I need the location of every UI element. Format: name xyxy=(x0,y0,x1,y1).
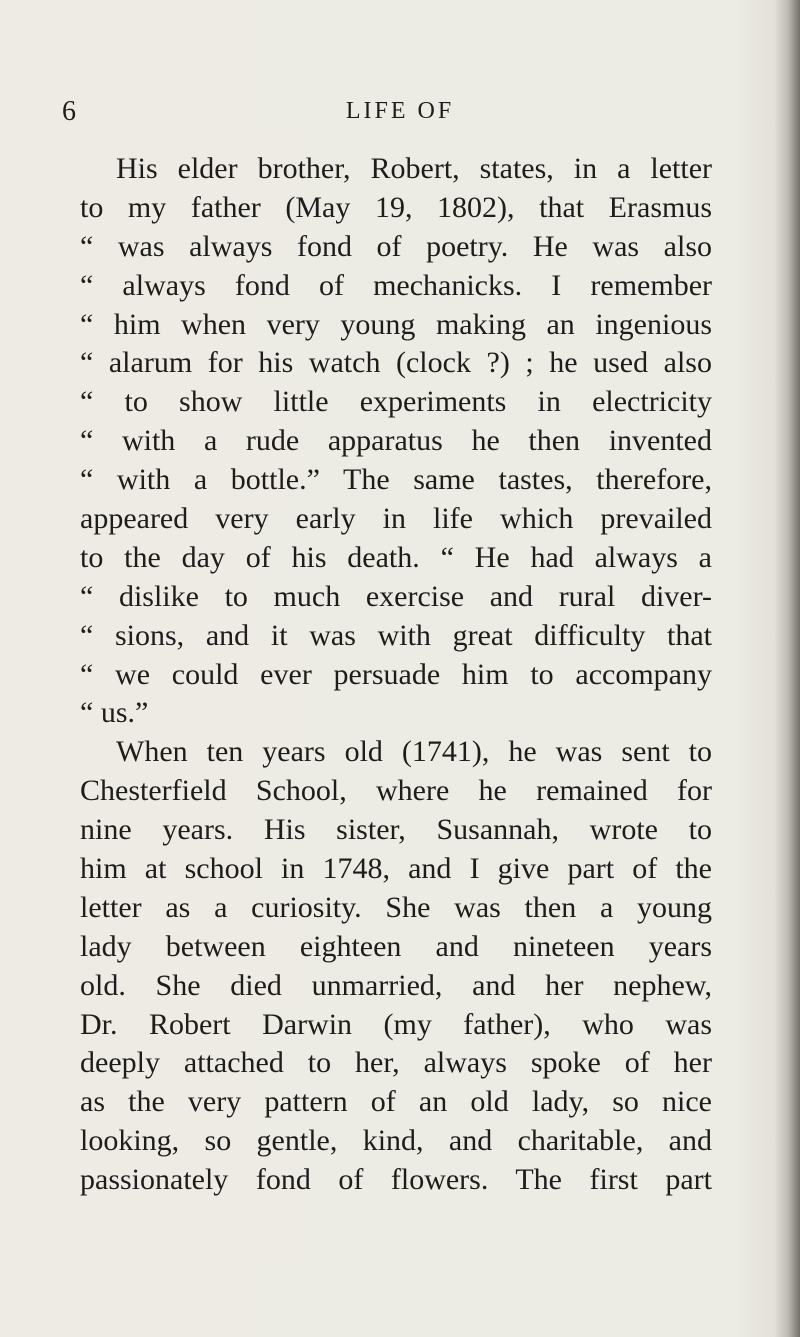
text-line: Dr. Robert Darwin (my father), who was xyxy=(80,1007,712,1041)
text-line: nine years. His sister, Susannah, wrote to xyxy=(80,813,712,847)
text-line: him at school in 1748, and I give part of the xyxy=(80,852,712,886)
text-line: “ alarum for his watch (clock ?) ; he used also xyxy=(80,346,712,380)
text-line: appeared very early in life which prevailed xyxy=(80,502,712,536)
running-head xyxy=(0,96,800,136)
text-line: “ always fond of mechanicks. I remember xyxy=(80,268,712,302)
text-line: Chesterfield School, where he remained for xyxy=(80,774,712,808)
text-line: “ was always fond of poetry. He was also xyxy=(80,229,712,263)
running-title: LIFE OF xyxy=(345,98,455,124)
text-line: looking, so gentle, kind, and charitable, and xyxy=(80,1124,712,1158)
text-line: “ us.” xyxy=(80,696,149,730)
text-line: “ sions, and it was with great difficulty that xyxy=(80,618,712,652)
text-line: His elder brother, Robert, states, in a letter xyxy=(116,152,712,185)
text-line: “ we could ever persuade him to accompany xyxy=(80,657,712,691)
text-line: “ him when very young making an ingenious xyxy=(80,307,712,341)
page-number: 6 xyxy=(62,96,77,127)
text-line: “ to show little experiments in electricity xyxy=(80,385,712,419)
text-line: “ with a rude apparatus he then invented xyxy=(80,424,712,458)
text-line: deeply attached to her, always spoke of her xyxy=(80,1046,712,1080)
page-edge-shadow xyxy=(774,0,800,1337)
text-line: When ten years old (1741), he was sent to xyxy=(116,735,712,769)
text-line: as the very pattern of an old lady, so nice xyxy=(80,1085,712,1119)
body-text xyxy=(80,150,712,1200)
text-line: lady between eighteen and nineteen years xyxy=(80,929,712,963)
text-line: to the day of his death. “ He had always a xyxy=(80,540,712,574)
text-line: “ dislike to much exercise and rural diver- xyxy=(80,579,712,613)
text-line: old. She died unmarried, and her nephew, xyxy=(80,968,712,1002)
text-line: to my father (May 19, 1802), that Erasmus xyxy=(80,190,712,224)
text-line: letter as a curiosity. She was then a young xyxy=(80,890,712,924)
text-line: “ with a bottle.” The same tastes, therefore, xyxy=(80,463,712,497)
text-line: passionately fond of flowers. The first part xyxy=(80,1163,712,1197)
